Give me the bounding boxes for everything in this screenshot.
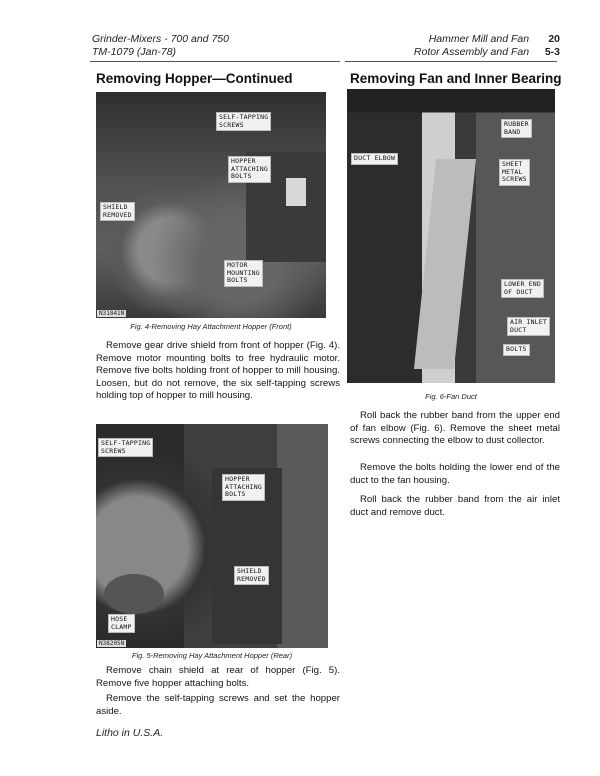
header-rule-right	[345, 61, 557, 62]
fig6-label-duct-elbow: DUCT ELBOW	[351, 153, 398, 165]
right-section-title: Removing Fan and Inner Bearing	[350, 71, 562, 86]
right-para-2: Remove the bolts holding the lower end of the duct to the fan housing.	[350, 462, 560, 486]
left-section-title: Removing Hopper—Continued	[96, 71, 293, 86]
fig6-caption: Fig. 6-Fan Duct	[425, 392, 477, 401]
fig5-label-shield: SHIELD REMOVED	[234, 566, 269, 585]
header-left	[92, 33, 229, 59]
fig4-label-screws: SELF-TAPPING SCREWS	[216, 112, 271, 131]
fig6-label-air-inlet: AIR INLET DUCT	[507, 317, 550, 336]
fig5-label-screws: SELF-TAPPING SCREWS	[98, 438, 153, 457]
fig6-label-sheet-metal-screws: SHEET METAL SCREWS	[499, 159, 530, 186]
fig5-code: N38205N	[99, 640, 125, 647]
right-para-3: Roll back the rubber band from the air inlet duct and remove duct.	[350, 494, 560, 518]
group-name: Rotor Assembly and Fan	[413, 46, 530, 58]
fig6-label-bolts: BOLTS	[503, 344, 530, 356]
fig4-code: N31841N	[99, 310, 125, 317]
fig4-photo	[96, 92, 326, 318]
fig4-label-hopper-bolts: HOPPER ATTACHING BOLTS	[228, 156, 271, 183]
fig4-caption: Fig. 4-Removing Hay Attachment Hopper (Front)	[130, 322, 292, 331]
left-para-2: Remove chain shield at rear of hopper (Fig. 5). Remove five hopper attaching bolts.	[96, 665, 340, 689]
fig5-photo	[96, 424, 328, 648]
left-para-1: Remove gear drive shield from front of hopper (Fig. 4). Remove motor mounting bolts to free hydraulic motor. Remove five bolts holding front of hopper to mill housing. Loosen, but do not remove, the six self-tapping screws holding top of hopper to mill housing.	[96, 340, 340, 401]
fig5-label-hopper-bolts: HOPPER ATTACHING BOLTS	[222, 474, 265, 501]
manual-number: TM-1079 (Jan-78)	[92, 46, 177, 58]
manual-title: Grinder-Mixers - 700 and 750	[92, 33, 229, 45]
left-para-3: Remove the self-tapping screws and set the hopper aside.	[96, 693, 340, 717]
fig5-label-hose-clamp: HOSE CLAMP	[108, 614, 135, 633]
header-rule-left	[90, 61, 340, 62]
right-para-1: Roll back the rubber band from the upper end of fan elbow (Fig. 6). Remove the sheet metal screws connecting the elbow to dust collector.	[350, 410, 560, 446]
fig6-photo	[347, 89, 555, 383]
fig6-label-rubber-band: RUBBER BAND	[501, 119, 532, 138]
footer-litho: Litho in U.S.A.	[96, 727, 164, 739]
section-number: 20	[548, 33, 560, 45]
section-name: Hammer Mill and Fan	[428, 33, 530, 45]
page-number: 5-3	[544, 46, 560, 58]
fig5-caption: Fig. 5-Removing Hay Attachment Hopper (Rear)	[131, 651, 293, 660]
fig4-label-motor-bolts: MOTOR MOUNTING BOLTS	[224, 260, 263, 287]
header-right	[414, 33, 560, 59]
fig4-label-shield: SHIELD REMOVED	[100, 202, 135, 221]
fig6-label-lower-end: LOWER END OF DUCT	[501, 279, 544, 298]
